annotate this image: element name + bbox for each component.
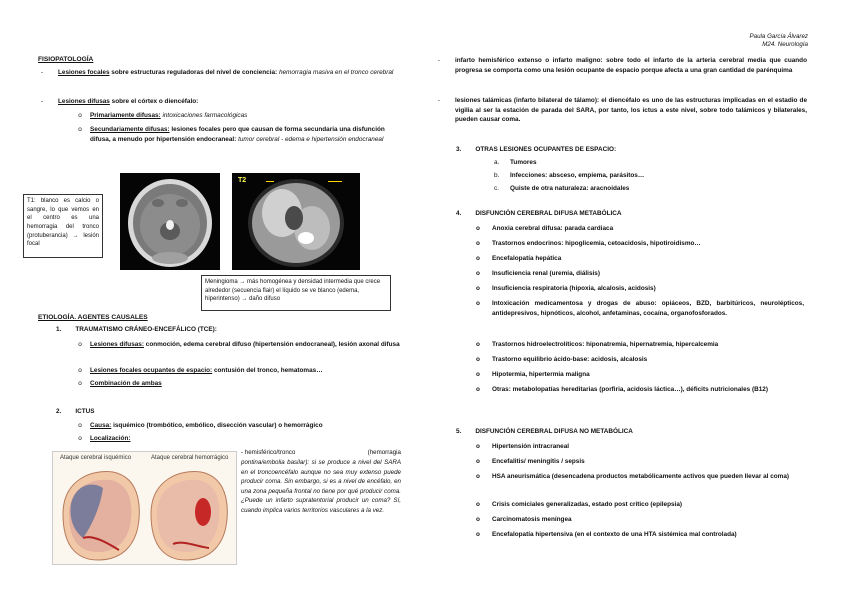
ischemic-caption: Ataque cerebral isquémico [60, 455, 132, 461]
list-item: o Intoxicación medicamentosa y drogas de abuso: opiáceos, BZD, barbitúricos, neurolépticos, antidepresivos, hipnóticos, alcohol, anfetaminas, cocaína, organofosforados. [476, 300, 804, 317]
ct-scan-image [120, 173, 220, 270]
author-name: Paula García Álvarez [749, 33, 808, 40]
hemisferico-text: pontina/embolia basilar): si se produce a nivel del SARA en el troncoencéfalo aunque no sea muy extenso puede producir coma. Sin embargo, si es a nivel de encéfalo, en una zona pequeña frontal no tiene por qué producir coma. ¿Puede un infarto supratentorial producir un coma? Sí, cuando implica varios territorios vasculares a la vez. [241, 459, 401, 515]
list-item: o Anoxia cerebral difusa: parada cardiaca [476, 225, 614, 232]
list-item: o Encefalopatía hepática [476, 255, 562, 262]
subject-name: M24. Neurología [762, 41, 808, 49]
list-item: o Lesiones focales ocupantes de espacio: contusión del tronco, hematomas… [78, 367, 323, 374]
list-item: o Trastornos hidroelectrolíticos: hiponatremia, hipernatremia, hipercalcemia [476, 341, 719, 348]
list-item: - lesiones talámicas (infarto bilateral de tálamo): el diencéfalo es uno de las estructuras implicadas en el estadio de vigilia al ser la estación de parada del SARA, por tanto, los ictus a este nivel, sobre todo talámicos y bilaterales, pueden causar coma. [437, 97, 807, 124]
hemorrhagic-caption: Ataque cerebral hemorrágico [151, 455, 229, 461]
meningioma-note-box: Meningioma → más homogénea y densidad intermedia que crece alrededor (secuencia flair) el líquido se ve blanco (edema, hiperintenso) → daño difuso [201, 275, 391, 311]
section-4: 4. DISFUNCIÓN CEREBRAL DIFUSA METABÓLICA [456, 210, 622, 217]
list-item: o Crisis comiciales generalizadas, estado post crítico (epilepsia) [476, 501, 683, 508]
hemisferico-heading: - hemisférico/tronco (hemorragia [241, 449, 401, 456]
stroke-figure [52, 451, 237, 565]
list-item: o Trastornos endocrinos: hipoglicemia, cetoacidosis, hipotiroidismo… [476, 240, 701, 247]
list-item: o Lesiones difusas: conmoción, edema cerebral difuso (hipertensión endocraneal), lesión axonal difusa [78, 341, 400, 348]
mri-label: T2 [238, 177, 247, 184]
list-item: o Carcinomatosis meníngea [476, 516, 572, 523]
list-item: o Hipotermia, hipertermia maligna [476, 371, 590, 378]
list-item: - Lesiones focales sobre estructuras reguladoras del nivel de conciencia: hemorragia masiva en el tronco cerebral [40, 69, 394, 76]
list-item: o Combinación de ambas [78, 380, 162, 387]
list-item: o Primariamente difusas: intoxicaciones farmacológicas [78, 112, 248, 119]
list-item: o Localización: [78, 435, 131, 442]
annotation-line [266, 181, 274, 182]
list-item: - infarto hemisférico extenso o infarto maligno: sobre todo el infarto de la arteria cerebral media que cuando progresa se comporta como una lesión ocupante de espacio porque afecta a una gran cantidad de parénquima [437, 57, 807, 74]
fisiopatologia-title: FISIOPATOLOGÍA [38, 56, 94, 63]
list-item: o Hipertensión intracraneal [476, 443, 570, 450]
annotation-line [328, 181, 342, 182]
list-item: o Insuficiencia renal (uremia, diálisis) [476, 270, 600, 277]
page-header [750, 33, 808, 49]
list-item: o Trastorno equilibrio ácido-base: acidosis, alcalosis [476, 356, 648, 363]
etiologia-title: ETIOLOGÍA. AGENTES CAUSALES [38, 314, 148, 321]
list-item: o HSA aneurismática (desencadena productos metabólicamente activos que pueden llevar al coma) [476, 473, 790, 480]
list-item: c. Quiste de otra naturaleza: aracnoidales [494, 185, 630, 192]
mri-t2-image [232, 173, 360, 270]
list-item: o Encefalopatía hipertensiva (en el contexto de una HTA sistémica mal controlada) [476, 531, 737, 538]
list-item: a. Tumores [494, 159, 537, 166]
list-item: o Otras: metabolopatías hereditarias (porfiria, acidosis láctica…), déficits nutricionales (B12) [476, 386, 768, 393]
section-ictus: 2. ICTUS [56, 408, 95, 415]
list-item: b. Infecciones: absceso, empiema, parásitos… [494, 172, 645, 179]
list-item: o Causa: isquémico (trombótico, embólico, disección vascular) o hemorrágico [78, 422, 323, 429]
t1-note-box: T1: blanco es calcio o sangre, lo que vemos en el centro es una hemorragia del tronco (protuberancia) → lesión focal [23, 194, 103, 258]
list-item: o Insuficiencia respiratoria (hipoxia, alcalosis, acidosis) [476, 285, 656, 292]
list-item: - Lesiones difusas sobre el córtex o diencéfalo: [40, 98, 199, 105]
list-item: o Secundariamente difusas: lesiones focales pero que causan de forma secundaria una disfunción difusa, a menudo por hipertensión endocraneal: tumor cerebral - edema e hipertensión endocraneal [78, 126, 385, 143]
list-item: o Encefalitis/ meningitis / sepsis [476, 458, 585, 465]
section-3: 3. OTRAS LESIONES OCUPANTES DE ESPACIO: [456, 146, 617, 153]
section-5: 5. DISFUNCIÓN CEREBRAL DIFUSA NO METABÓLICA [456, 428, 633, 435]
section-trauma: 1. TRAUMATISMO CRÁNEO-ENCEFÁLICO (TCE): [56, 326, 217, 333]
